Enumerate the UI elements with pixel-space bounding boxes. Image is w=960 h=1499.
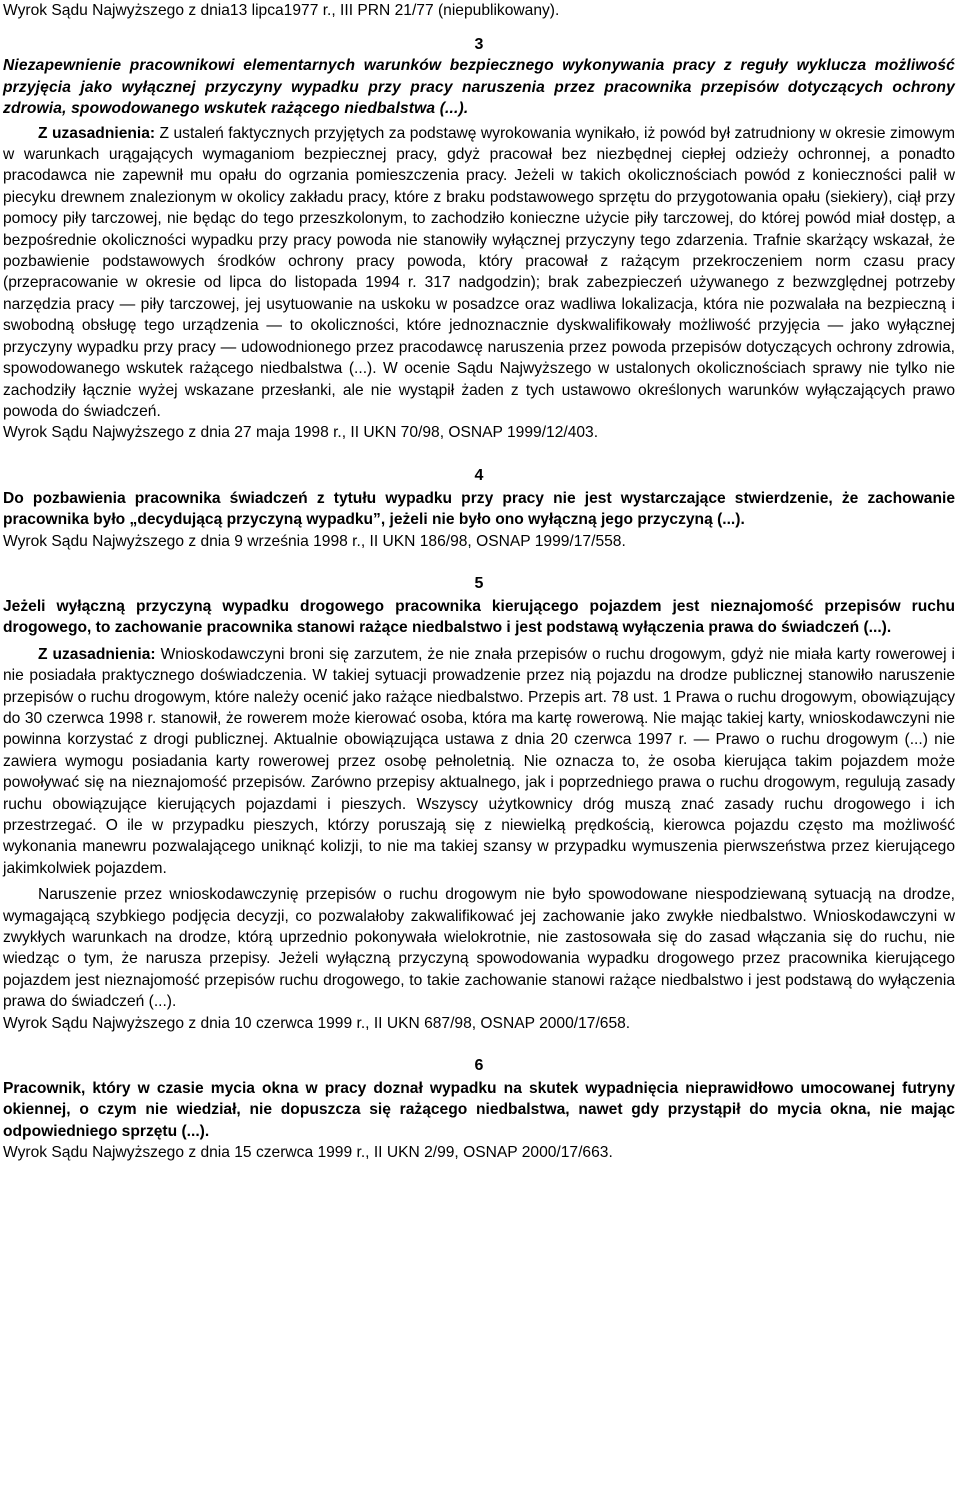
section-5	[3, 574, 955, 1034]
section-3	[3, 35, 955, 443]
section-4	[3, 466, 955, 552]
section-6	[3, 1056, 955, 1164]
section-paragraph: Naruszenie przez wnioskodawczynię przepisów o ruchu drogowym nie było spowodowane niespodziewaną sytuacją na drodze, wymagającą szybkiego podjęcia decyzji, co pozwalałoby zakwalifikować jej zachowanie jako zwykłe niedbalstwo. Wnioskodawczyni w zwykłych warunkach na drodze, którą uprzednio pokonywała wielokrotnie, nie zastosowała się do zasad włączania się do ruchu, nie wiedząc o tym, że narusza przepisy. Jeżeli wyłączną przyczyną spowodowania wypadku drogowego przez pracownika kierującego pojazdem jest nieznajomość przepisów ruchu drogowego, to takie zachowanie stanowi rażące niedbalstwo i jest podstawą do wyłączenia prawa do świadczeń (...).	[3, 886, 955, 1011]
section-number: 5	[474, 574, 484, 592]
previous-citation: Wyrok Sądu Najwyższego z dnia13 lipca1977 r., III PRN 21/77 (niepublikowany).	[3, 2, 560, 19]
section-thesis: Do pozbawienia pracownika świadczeń z tytułu wypadku przy pracy nie jest wystarczające stwierdzenie, że zachowanie pracownika było „decydującą przyczyną wypadku”, jeżeli nie było ono wyłączną jego przyczyną (...).	[3, 489, 955, 529]
section-citation: Wyrok Sądu Najwyższego z dnia 27 maja 1998 r., II UKN 70/98, OSNAP 1999/12/403.	[3, 424, 599, 442]
section-thesis: Jeżeli wyłączną przyczyną wypadku drogowego pracownika kierującego pojazdem jest nieznajomość przepisów ruchu drogowego, to zachowanie pracownika stanowi rażące niedbalstwo i jest podstawą wyłączenia prawa do świadczeń (...).	[3, 597, 955, 637]
justification-text: Z ustaleń faktycznych przyjętych za podstawę wyrokowania wynikało, iż powód był zatrudniony w okresie zimowym w warunkach urągających wymaganiom bezpiecznej pracy, gdyż pracował bez niezbędnej ciepłej odzieży ochronnej, a ponadto pracodawca nie zapewnił mu opału do ogrzania pomieszczenia pracy. Jeżeli w takich okolicznościach powód z konieczności palił w piecyku drewnem znalezionym w okolicy zakładu pracy, które z braku podstawowego sprzętu do przygotowania opału (siekiery), ciął przy pomocy piły tarczowej, nie będąc do tego przeszkolonym, to zachodziło konieczne użycie piły tarczowej, do której powód miał dostęp, a bezpośrednie okoliczności wypadku przy pracy powoda nie stanowiły wyłącznej przyczyny tego zdarzenia. Trafnie skarżący wskazał, że pozbawienie podstawowych środków ochrony pracy powoda, który pracował z rażącym przekroczeniem norm czasu pracy (przepracowanie w okresie od lipca do listopada 1994 r. 317 nadgodzin); brak zabezpieczeń używanego z bezwzględnej potrzeby narzędzia pracy — piły tarczowej, jej usytuowanie na uskoku w posadzce oraz wadliwa lokalizacja, która nie pozwalała na bezpieczną i swobodną obsługę tego urządzenia — to okoliczności, które jednoznacznie dyskwalifikowały możliwość przyjęcia — jako wyłącznej przyczyny wypadku przy pracy — udowodnionego przez pracodawcę naruszenia przez powoda przepisów dotyczących ochrony zdrowia, spowodowanego wskutek rażącego niedbalstwa (...). W ocenie Sądu Najwyższego w ustalonych okolicznościach sprawy nie tylko nie zachodziły łącznie wyżej wskazane przesłanki, ale nie wystąpił żaden z tych ustawowo określonych warunków wyłączających prawo powoda do świadczeń.	[3, 124, 955, 420]
section-number: 3	[474, 36, 484, 54]
justification-text: Wnioskodawczyni broni się zarzutem, że nie znała przepisów o ruchu drogowym, gdyż nie miała karty rowerowej i nie posiadała praktycznego doświadczenia. W takiej sytuacji prowadzenie przez nią pojazdu na drodze publicznej stanowiło naruszenie przepisów o ruchu drogowym, które należy ocenić jako rażące niedbalstwo. Przepis art. 78 ust. 1 Prawa o ruchu drogowym, obowiązujący do 30 czerwca 1998 r. stanowił, że rowerem może kierować osoba, która ma kartę rowerową. Nie mając takiej karty, wnioskodawczyni nie powinna korzystać z drogi publicznej. Aktualnie obowiązująca ustawa z dnia 20 czerwca 1997 r. — Prawo o ruchu drogowym (...) nie zawiera wymogu posiadania karty rowerowej przez osobę pełnoletnią. Nie oznacza to, że osoba kierująca takim pojazdem może powoływać się na nieznajomość przepisów. Zarówno przepisy aktualnego, jak i poprzedniego prawa o ruchu drogowym, regulują zasady ruchu obowiązujące kierujących pojazdami i pieszych. Wszyscy użytkownicy dróg muszą znać zasady ruchu drogowego i ich przestrzegać. O ile w przypadku pieszych, którzy poruszają się z niewielką prędkością, kierowca pojazdu często ma możliwość wykonania manewru pozwalającego uniknąć kolizji, to nie ma takiej szansy w przypadku wymuszenia pierwszeństwa przez kierującego jakimkolwiek pojazdem.	[3, 645, 955, 877]
section-thesis: Niezapewnienie pracownikowi elementarnych warunków bezpiecznego wykonywania pracy z reguły wyklucza możliwość przyjęcia jako wyłącznej przyczyny wypadku przy pracy naruszenia przez pracownika przepisów dotyczących ochrony zdrowia, spowodowanego wskutek rażącego niedbalstwa (...).	[3, 57, 955, 118]
section-justification	[3, 644, 955, 879]
section-citation: Wyrok Sądu Najwyższego z dnia 15 czerwca 1999 r., II UKN 2/99, OSNAP 2000/17/663.	[3, 1144, 613, 1162]
section-citation: Wyrok Sądu Najwyższego z dnia 10 czerwca 1999 r., II UKN 687/98, OSNAP 2000/17/658.	[3, 1014, 631, 1032]
section-number: 4	[474, 466, 484, 484]
section-number: 6	[474, 1057, 484, 1075]
section-citation: Wyrok Sądu Najwyższego z dnia 9 września 1998 r., II UKN 186/98, OSNAP 1999/17/558.	[3, 532, 626, 550]
section-thesis: Pracownik, który w czasie mycia okna w pracy doznał wypadku na skutek wypadnięcia nieprawidłowo umocowanej futryny okiennej, o czym nie wiedział, nie dopuszcza się rażącego niedbalstwa, nawet gdy przystąpił do mycia okna, nie mając odpowiedniego sprzętu (...).	[3, 1080, 955, 1140]
justification-label: Z uzasadnienia:	[38, 645, 156, 663]
section-justification	[3, 123, 955, 423]
justification-label: Z uzasadnienia:	[38, 124, 156, 142]
